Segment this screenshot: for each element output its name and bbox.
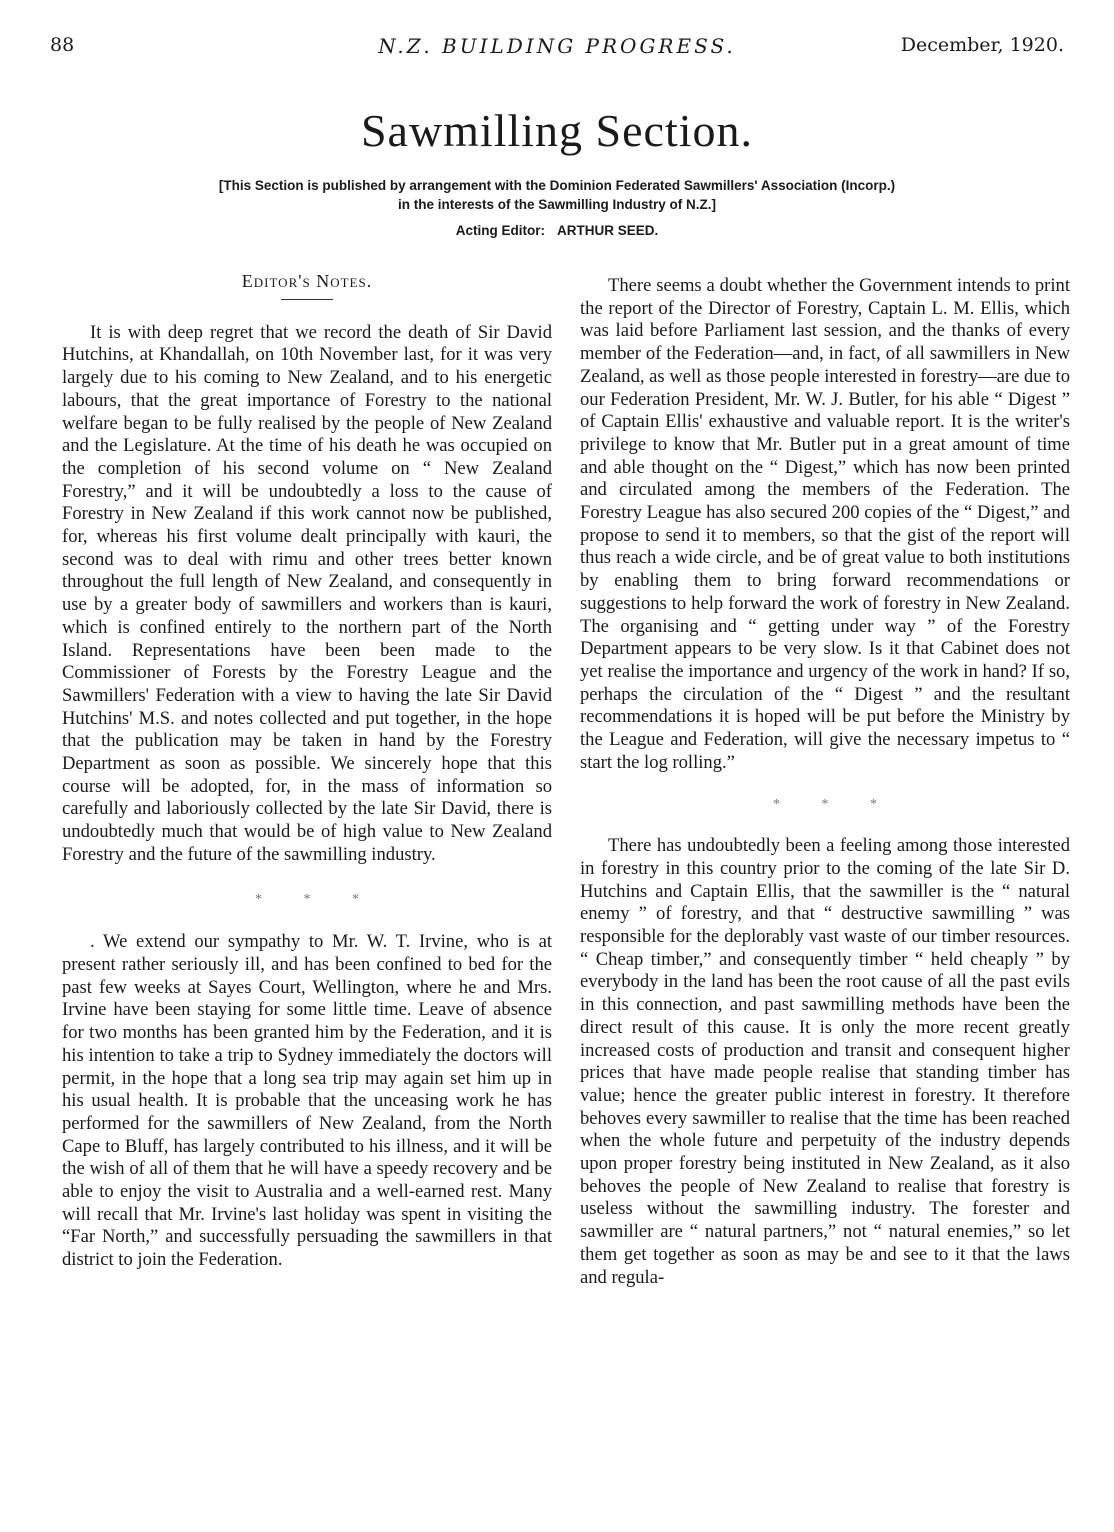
section-notice	[100, 176, 1014, 214]
article-paragraph: There has undoubtedly been a feeling among those interested in forestry in this country prior to the coming of the late Sir D. Hutchins and Captain Ellis, that the sawmiller is the “ natural enemy ” of forestry, and that “ destructive sawmilling ” was responsible for the deplorably vast waste of our timber resources. “ Cheap timber,” and consequently timber “ held cheaply ” by everybody in the land has been the root cause of all the past evils in this connection, and past sawmilling methods have been the direct result of this cause. It is only the more recent greatly increased costs of production and transit and consequent higher prices that have made people realise that standing timber has value; hence the greater public interest in forestry. It therefore behoves every sawmiller to realise that the time has been reached when the whole future and perpetuity of the industry depends upon proper forestry being instituted in New Zealand, as it also behoves the people of New Zealand to realise that forestry is useless without the sawmilling industry. The forester and sawmiller are “ natural partners,” not “ natural enemies,” so let them get together as soon as may be and see to it that the laws and regula-	[580, 835, 1070, 1288]
section-notice-line: in the interests of the Sawmilling Industry of N.Z.]	[397, 197, 717, 212]
section-title: Sawmilling Section.	[360, 105, 754, 156]
article-paragraph: There seems a doubt whether the Government intends to print the report of the Director of Forestry, Captain L. M. Ellis, which was laid before Parliament last session, and the thanks of every member of the Federation—and, in fact, of all sawmillers in New Zealand, as well as those people interested in forestry—are due to our Federation President, Mr. W. J. Butler, for his able “ Digest ” of Captain Ellis' exhaustive and valuable report. It is the writer's privilege to know that Mr. Butler put in a great amount of time and able thought on the “ Digest,” which has now been printed and circulated among the members of the Federation. The Forestry League has also secured 200 copies of the “ Digest,” and propose to send it to members, so that the gist of the report will thus reach a wide circle, and be of great value to both institutions by enabling them to bring forward recommendations or suggestions to help forward the work of forestry in New Zealand. The organising and “ getting under way ” of the Forestry Department appears to be very slow. Is it that Cabinet does not yet realise the importance and urgency of the work in hand? If so, perhaps the circulation of the “ Digest ” and the resultant recommendations it is hoped will be put before the Ministry by the League and Federation, will give the necessary impetus to “ start the log rolling.”	[580, 275, 1070, 773]
section-separator: * * *	[773, 797, 877, 813]
page-number: 88	[50, 34, 75, 56]
page-header	[50, 34, 1064, 64]
article-paragraph: . We extend our sympathy to Mr. W. T. Irvine, who is at present rather seriously ill, and has been confined to bed for the past few weeks at Sayes Court, Wellington, where he and Mrs. Irvine have been staying for some little time. Leave of absence for two months has been granted him by the Federation, and it is his intention to take a trip to Sydney immediately the doctors will permit, in the hope that a long sea trip may again set him up in his usual health. It is probable that the unceasing work he has performed for the sawmillers of New Zealand, from the North Cape to Bluff, has largely contributed to his illness, and it will be the wish of all of them that he will have a speedy recovery and be able to enjoy the visit to Australia and a well-earned rest. Many will recall that Mr. Irvine's last holiday was spent in visiting the “Far North,” and successfully persuading the sawmillers in that district to join the Federation.	[62, 931, 552, 1271]
left-column	[62, 270, 552, 1272]
section-separator: * * *	[255, 891, 359, 907]
publication-title: N.Z. BUILDING PROGRESS.	[378, 34, 736, 58]
article-paragraph: It is with deep regret that we record the death of Sir David Hutchins, at Khandallah, on 10th November last, for it was very largely due to his coming to New Zealand, and to his energetic labours, that the great importance of Forestry to the national welfare began to be fully realised by the people of New Zealand and the Legislature. At the time of his death he was occupied on the completion of his second volume on “ New Zealand Forestry,” and it will be undoubtedly a loss to the cause of Forestry in New Zealand if this work cannot now be published, for, whereas his first volume dealt principally with kauri, the second was to deal with rimu and other trees better known throughout the full length of New Zealand, and consequently in use by a greater body of sawmillers and workers than is kauri, which is confined entirely to the northern part of the North Island. Representations have been been made to the Commissioner of Forests by the Forestry League and the Sawmillers' Federation with a view to having the late Sir David Hutchins' M.S. and notes collected and put together, in the hope that the publication may be taken in hand by the Forestry Department as soon as possible. We sincerely hope that this course will be adopted, for, in the mass of information so carefully and laboriously collected by the late Sir David, there is undoubtedly much that would be of high value to New Zealand Forestry and the future of the sawmilling industry.	[62, 321, 552, 865]
issue-date: December, 1920.	[900, 34, 1064, 56]
editors-notes-heading: Editor's Notes.	[241, 271, 373, 291]
acting-editor-name: ARTHUR SEED.	[556, 223, 659, 238]
acting-editor-line	[0, 223, 1114, 238]
heading-divider	[281, 299, 333, 300]
right-column	[580, 275, 1070, 1289]
section-notice-line: [This Section is published by arrangement with the Dominion Federated Sawmillers' Association (Incorp.)	[218, 178, 896, 193]
acting-editor-label: Acting Editor:	[455, 223, 545, 238]
